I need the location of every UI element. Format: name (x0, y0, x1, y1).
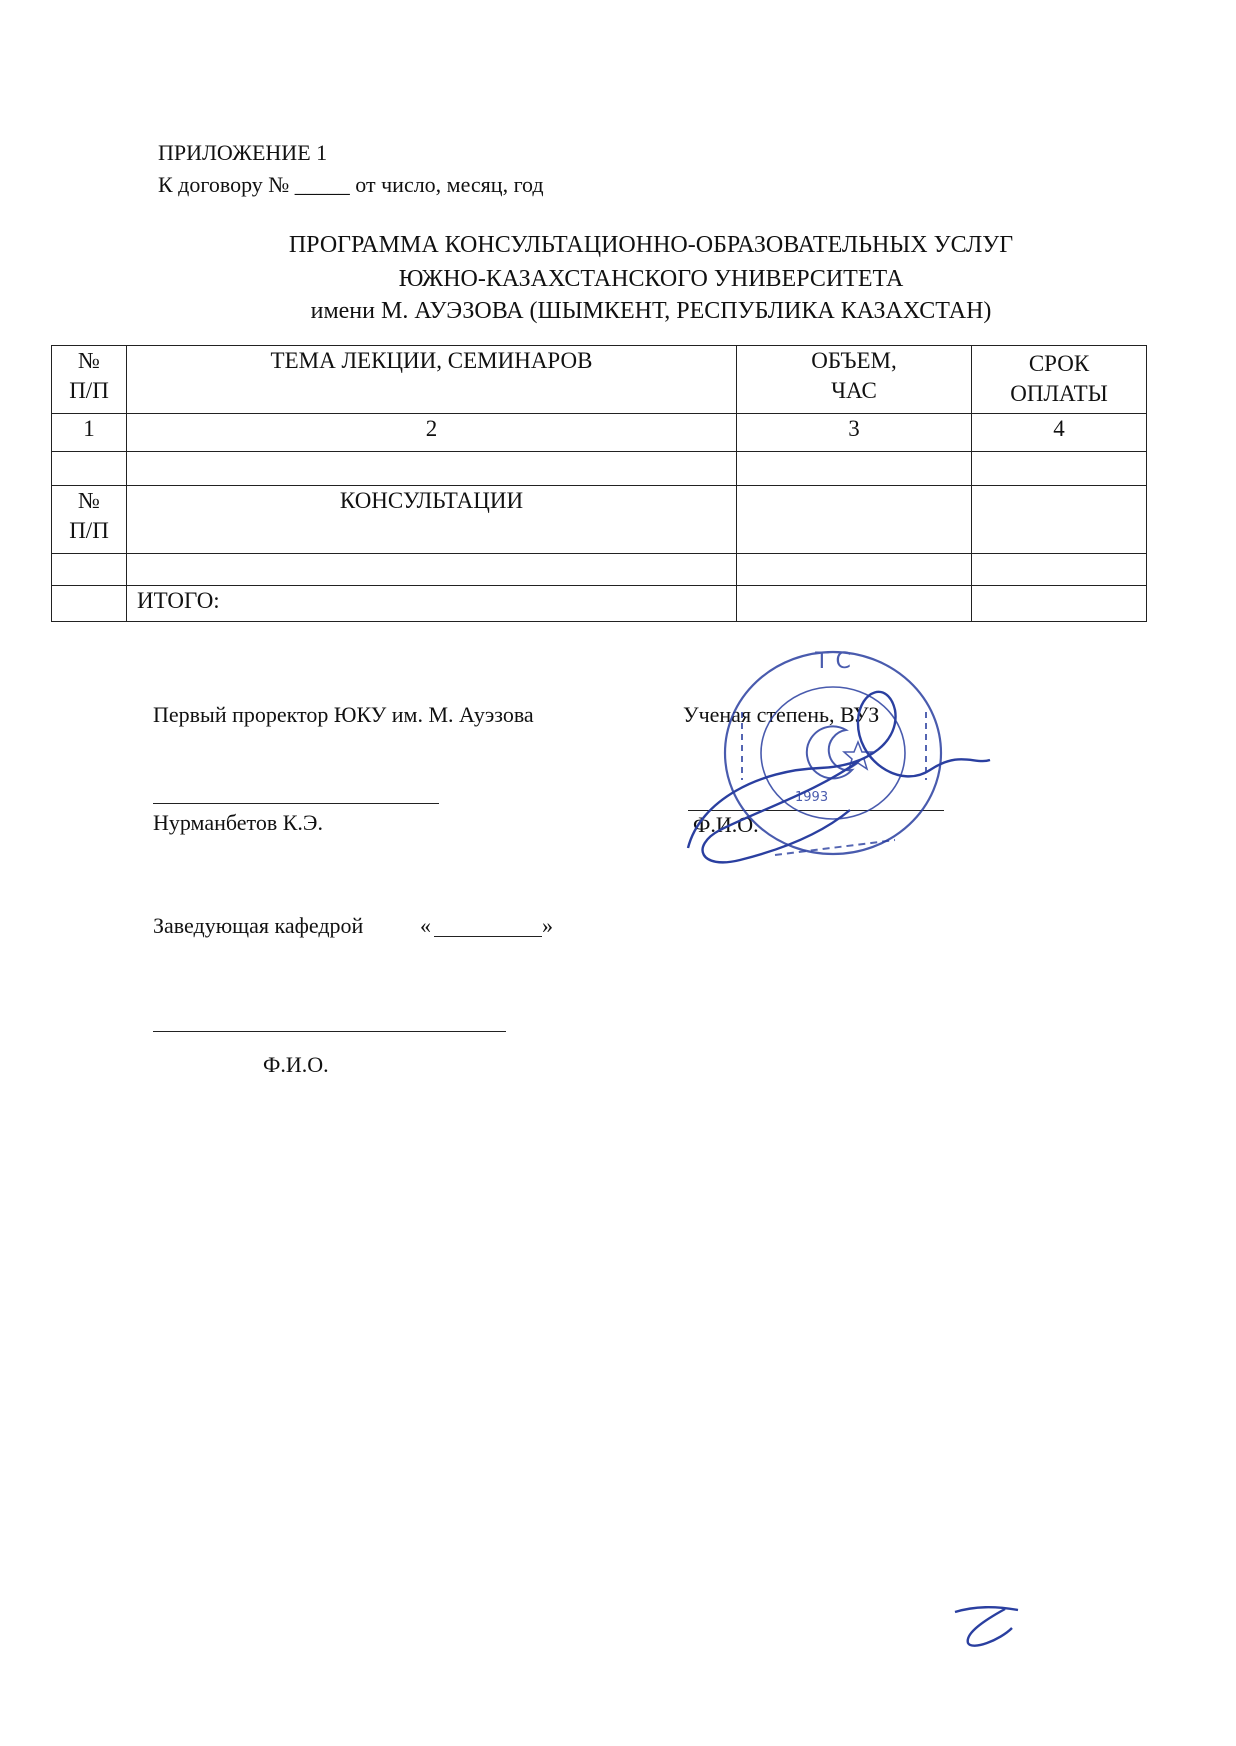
academic-degree-label: Ученая степень, ВУЗ (683, 702, 880, 727)
table-cell (737, 554, 972, 586)
topic-header-cell (127, 346, 737, 414)
table-cell (52, 554, 127, 586)
consultations-title-cell (127, 486, 737, 554)
head-name-label: Ф.И.О. (263, 1052, 329, 1077)
topic-header: ТЕМА ЛЕКЦИИ, СЕМИНАРОВ (270, 348, 593, 373)
num-header-cell (52, 346, 127, 414)
partner-name-label: Ф.И.О. (693, 812, 759, 837)
quote-close: » (542, 913, 553, 938)
first-vice-rector-title: Первый проректор ЮКУ им. М. Ауэзова (153, 702, 534, 727)
table-cell (52, 586, 127, 622)
table-row (52, 452, 1147, 486)
total-label: ИТОГО: (127, 586, 737, 622)
table-cell (737, 486, 972, 554)
table-cell (972, 554, 1147, 586)
column-number-row (52, 414, 1147, 452)
term-header-line-1: СРОК (1028, 351, 1090, 376)
volume-header-line-1: ОБЪЕМ, (811, 348, 897, 373)
program-table (51, 345, 1147, 622)
consultations-header-row (52, 486, 1147, 554)
table-cell (737, 586, 972, 622)
num-header-line-2: П/П (69, 377, 109, 403)
head-signature-line (153, 1031, 506, 1032)
term-header-line-2: ОПЛАТЫ (1010, 380, 1108, 406)
quote-open: « (420, 913, 431, 938)
stamp-year: 1993 (795, 790, 829, 805)
table-cell (52, 452, 127, 486)
total-row (52, 586, 1147, 622)
appendix-label: ПРИЛОЖЕНИЕ 1 (158, 140, 328, 165)
term-header-cell (972, 346, 1147, 414)
consultations-title: КОНСУЛЬТАЦИИ (339, 488, 524, 513)
table-cell (972, 486, 1147, 554)
partner-signature-line (688, 810, 944, 811)
table-cell (127, 452, 737, 486)
column-number: 1 (52, 414, 127, 452)
table-cell (972, 452, 1147, 486)
consult-num-cell (52, 486, 127, 554)
contract-reference: К договору № _____ от число, месяц, год (158, 172, 544, 197)
stamp-letters: T C (815, 649, 851, 674)
stamp-ring-marks (742, 712, 926, 855)
quote-blank-line (434, 936, 542, 937)
vice-rector-name: Нурманбетов К.Э. (153, 810, 323, 835)
table-cell (737, 452, 972, 486)
program-title-line-1: ПРОГРАММА КОНСУЛЬТАЦИОННО-ОБРАЗОВАТЕЛЬНЫХ УСЛУГ (288, 232, 1014, 258)
table-header-row (52, 346, 1147, 414)
num-header-line-1: № (78, 348, 100, 373)
table-cell (127, 554, 737, 586)
vice-rector-signature-line (153, 803, 439, 804)
column-number: 2 (127, 414, 737, 452)
page-initial-mark (955, 1607, 1018, 1646)
table-cell (972, 586, 1147, 622)
column-number: 4 (972, 414, 1147, 452)
consult-num-line-1: № (78, 488, 100, 513)
volume-header-cell (737, 346, 972, 414)
program-title-line-2: ЮЖНО-КАЗАХСТАНСКОГО УНИВЕРСИТЕТА (398, 266, 904, 292)
head-of-department-label: Заведующая кафедрой (153, 913, 364, 938)
program-title-line-3: имени М. АУЭЗОВА (ШЫМКЕНТ, РЕСПУБЛИКА КАЗАХСТАН) (310, 298, 992, 324)
volume-header-line-2: ЧАС (831, 377, 877, 403)
consult-num-line-2: П/П (69, 517, 109, 543)
table-row (52, 554, 1147, 586)
column-number: 3 (737, 414, 972, 452)
